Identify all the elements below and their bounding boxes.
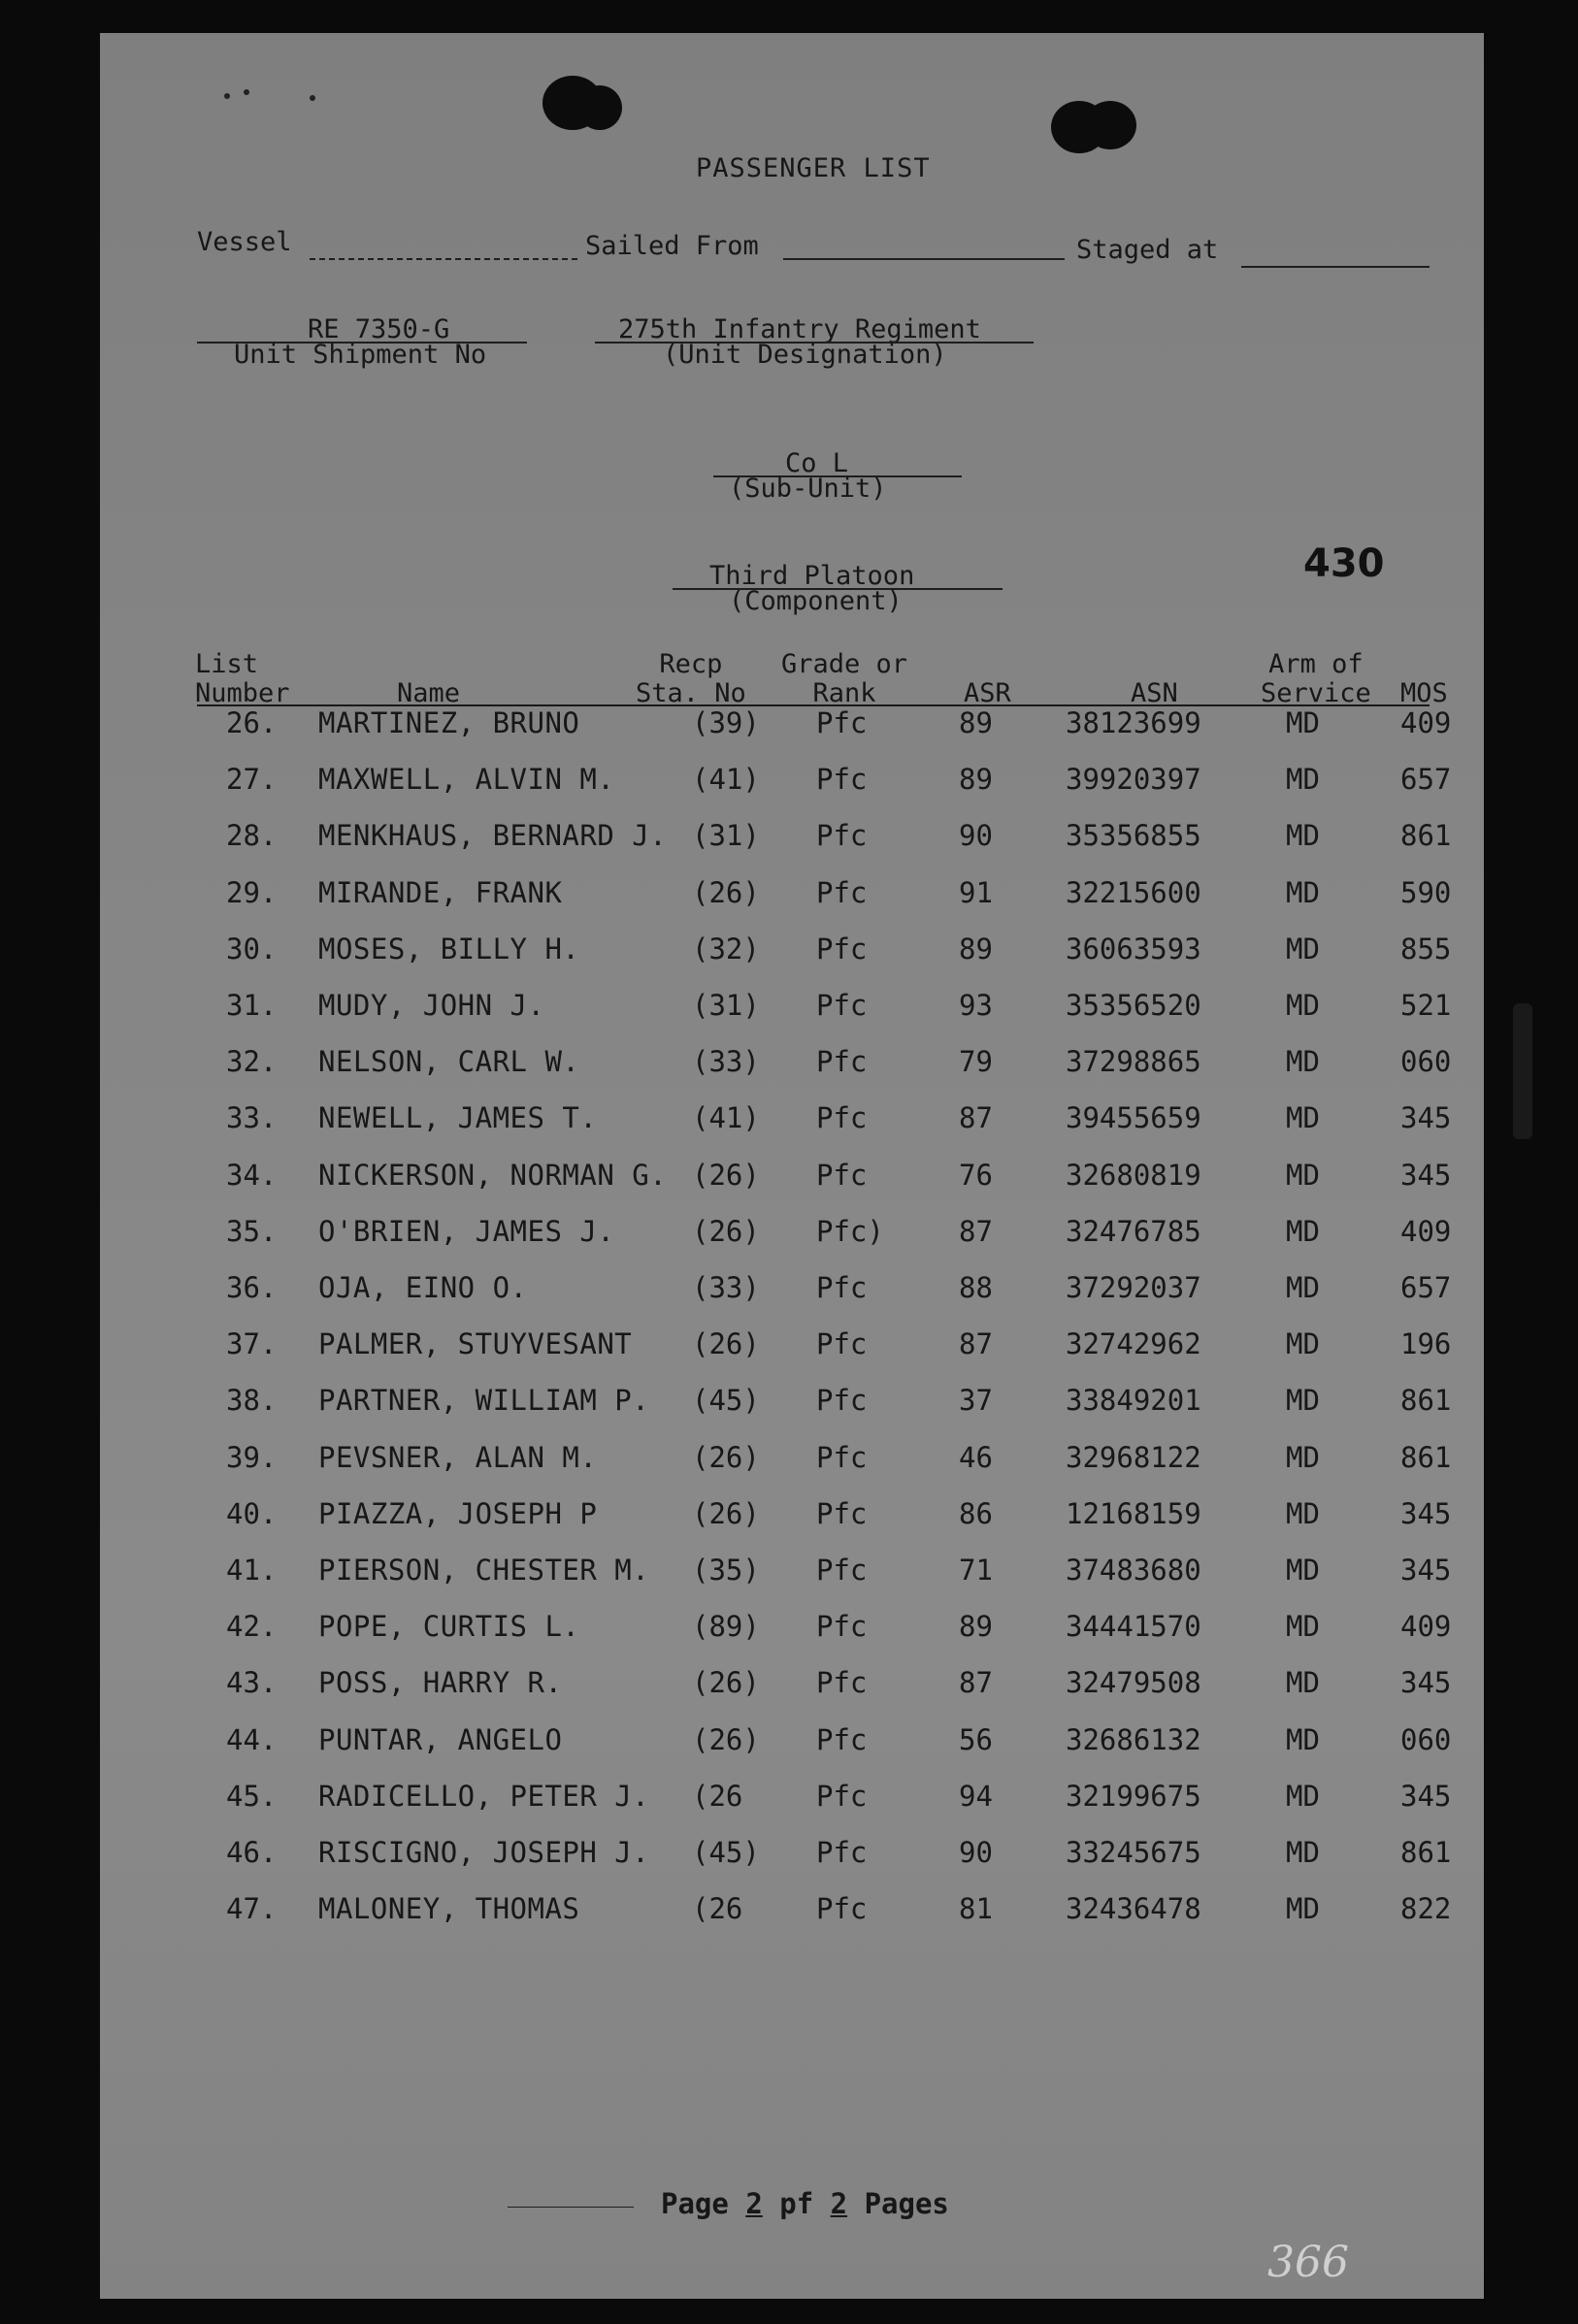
list-number-cell: 29. — [226, 875, 278, 909]
name-cell: MALONEY, THOMAS — [318, 1892, 580, 1926]
arm-cell: MD — [1286, 1496, 1320, 1530]
component-value: Third Platoon — [709, 561, 915, 591]
edge-mark — [1513, 1003, 1532, 1139]
speck — [224, 93, 230, 99]
asn-cell: 32479508 — [1066, 1666, 1201, 1700]
arm-cell: MD — [1286, 1384, 1320, 1418]
asn-cell: 38123699 — [1066, 706, 1201, 739]
col-head-name: Name — [397, 678, 461, 708]
arm-cell: MD — [1286, 1722, 1320, 1756]
grade-cell: Pfc — [816, 1554, 868, 1587]
list-number-cell: 39. — [226, 1440, 278, 1474]
name-cell: POPE, CURTIS L. — [318, 1610, 580, 1644]
arm-cell: MD — [1286, 1892, 1320, 1926]
asr-cell: 79 — [959, 1045, 993, 1079]
table-row — [100, 1780, 1484, 1818]
asr-cell: 89 — [959, 763, 993, 797]
sailed-from-blank — [783, 258, 1065, 260]
table-row — [100, 1384, 1484, 1423]
mos-cell: 521 — [1400, 989, 1452, 1022]
arm-cell: MD — [1286, 989, 1320, 1022]
col-head-list-number: List Number — [195, 649, 290, 708]
arm-cell: MD — [1286, 1101, 1320, 1135]
arm-cell: MD — [1286, 819, 1320, 853]
staged-at-label: Staged at — [1076, 235, 1219, 265]
table-row — [100, 933, 1484, 971]
sub-unit-value: Co L — [785, 448, 849, 478]
asn-cell: 37483680 — [1066, 1554, 1201, 1587]
table-row — [100, 1101, 1484, 1140]
name-cell: MARTINEZ, BRUNO — [318, 706, 580, 739]
mos-cell: 861 — [1400, 1384, 1452, 1418]
arm-cell: MD — [1286, 1666, 1320, 1700]
asr-cell: 37 — [959, 1384, 993, 1418]
recp-sta-cell: (31) — [692, 989, 760, 1022]
arm-cell: MD — [1286, 763, 1320, 797]
asn-cell: 39455659 — [1066, 1101, 1201, 1135]
arm-cell: MD — [1286, 1045, 1320, 1079]
table-row — [100, 1892, 1484, 1931]
recp-sta-cell: (33) — [692, 1271, 760, 1304]
asn-cell: 32215600 — [1066, 875, 1201, 909]
grade-cell: Pfc — [816, 1045, 868, 1079]
punch-hole — [1084, 101, 1136, 149]
asn-cell: 39920397 — [1066, 763, 1201, 797]
asn-cell: 33245675 — [1066, 1836, 1201, 1869]
list-number-cell: 38. — [226, 1384, 278, 1418]
list-number-cell: 30. — [226, 932, 278, 966]
list-number-cell: 46. — [226, 1836, 278, 1869]
grade-cell: Pfc — [816, 1610, 868, 1644]
list-number-cell: 34. — [226, 1158, 278, 1192]
mos-cell: 060 — [1400, 1722, 1452, 1756]
name-cell: PALMER, STUYVESANT — [318, 1327, 633, 1361]
grade-cell: Pfc — [816, 819, 868, 853]
name-cell: POSS, HARRY R. — [318, 1666, 563, 1700]
recp-sta-cell: (26) — [692, 1722, 760, 1756]
table-row — [100, 1723, 1484, 1762]
asr-cell: 90 — [959, 1836, 993, 1869]
arm-cell: MD — [1286, 1554, 1320, 1587]
asn-cell: 33849201 — [1066, 1384, 1201, 1418]
list-number-cell: 42. — [226, 1610, 278, 1644]
asr-cell: 89 — [959, 706, 993, 739]
recp-sta-cell: (26 — [692, 1892, 743, 1926]
punch-hole — [577, 85, 622, 130]
name-cell: RADICELLO, PETER J. — [318, 1779, 650, 1813]
recp-sta-cell: (45) — [692, 1384, 760, 1418]
grade-cell: Pfc — [816, 1101, 868, 1135]
asr-cell: 87 — [959, 1214, 993, 1248]
asr-cell: 91 — [959, 875, 993, 909]
recp-sta-cell: (45) — [692, 1836, 760, 1869]
col-head-arm: Arm of Service — [1261, 649, 1371, 708]
grade-cell: Pfc — [816, 763, 868, 797]
list-number-cell: 47. — [226, 1892, 278, 1926]
name-cell: PUNTAR, ANGELO — [318, 1722, 563, 1756]
col-head-asn: ASN — [1131, 678, 1178, 708]
asn-cell: 35356520 — [1066, 989, 1201, 1022]
table-row — [100, 1610, 1484, 1649]
table-row — [100, 1836, 1484, 1875]
grade-cell: Pfc — [816, 1440, 868, 1474]
mos-cell: 822 — [1400, 1892, 1452, 1926]
name-cell: OJA, EINO O. — [318, 1271, 528, 1304]
speck — [244, 89, 249, 95]
col-head-grade: Grade or Rank — [781, 649, 908, 708]
recp-sta-cell: (26 — [692, 1779, 743, 1813]
asn-cell: 32968122 — [1066, 1440, 1201, 1474]
grade-cell: Pfc — [816, 1496, 868, 1530]
table-row — [100, 1215, 1484, 1254]
mos-cell: 345 — [1400, 1101, 1452, 1135]
list-number-cell: 28. — [226, 819, 278, 853]
name-cell: MENKHAUS, BERNARD J. — [318, 819, 668, 853]
speck — [310, 95, 315, 101]
grade-cell: Pfc — [816, 706, 868, 739]
recp-sta-cell: (33) — [692, 1045, 760, 1079]
name-cell: O'BRIEN, JAMES J. — [318, 1214, 615, 1248]
recp-sta-cell: (26) — [692, 1158, 760, 1192]
mos-cell: 861 — [1400, 1440, 1452, 1474]
table-row — [100, 763, 1484, 802]
mos-cell: 590 — [1400, 875, 1452, 909]
arm-cell: MD — [1286, 1610, 1320, 1644]
page-number-stamp: 430 — [1303, 541, 1385, 586]
asn-cell: 37292037 — [1066, 1271, 1201, 1304]
mos-cell: 409 — [1400, 1214, 1452, 1248]
table-row — [100, 706, 1484, 745]
arm-cell: MD — [1286, 1327, 1320, 1361]
recp-sta-cell: (41) — [692, 763, 760, 797]
mos-cell: 345 — [1400, 1554, 1452, 1587]
name-cell: RISCIGNO, JOSEPH J. — [318, 1836, 650, 1869]
list-number-cell: 36. — [226, 1271, 278, 1304]
mos-cell: 409 — [1400, 706, 1452, 739]
name-cell: MOSES, BILLY H. — [318, 932, 580, 966]
list-number-cell: 32. — [226, 1045, 278, 1079]
asr-cell: 86 — [959, 1496, 993, 1530]
recp-sta-cell: (39) — [692, 706, 760, 739]
table-row — [100, 1045, 1484, 1084]
name-cell: MIRANDE, FRANK — [318, 875, 563, 909]
recp-sta-cell: (26) — [692, 875, 760, 909]
recp-sta-cell: (35) — [692, 1554, 760, 1587]
name-cell: PIAZZA, JOSEPH P — [318, 1496, 598, 1530]
vessel-label: Vessel — [197, 227, 292, 257]
table-row — [100, 1159, 1484, 1197]
mos-cell: 345 — [1400, 1666, 1452, 1700]
grade-cell: Pfc — [816, 1327, 868, 1361]
asn-cell: 12168159 — [1066, 1496, 1201, 1530]
list-number-cell: 27. — [226, 763, 278, 797]
grade-cell: Pfc — [816, 1836, 868, 1869]
mos-cell: 861 — [1400, 1836, 1452, 1869]
unit-shipment-value: RE 7350-G — [308, 314, 450, 344]
mos-cell: 855 — [1400, 932, 1452, 966]
asr-cell: 87 — [959, 1666, 993, 1700]
arm-cell: MD — [1286, 1158, 1320, 1192]
mos-cell: 196 — [1400, 1327, 1452, 1361]
mos-cell: 345 — [1400, 1158, 1452, 1192]
grade-cell: Pfc — [816, 989, 868, 1022]
table-row — [100, 1271, 1484, 1310]
grade-cell: Pfc) — [816, 1214, 884, 1248]
table-row — [100, 1441, 1484, 1480]
list-number-cell: 44. — [226, 1722, 278, 1756]
arm-cell: MD — [1286, 932, 1320, 966]
recp-sta-cell: (32) — [692, 932, 760, 966]
asr-cell: 94 — [959, 1779, 993, 1813]
arm-cell: MD — [1286, 1440, 1320, 1474]
table-row — [100, 1554, 1484, 1592]
table-row — [100, 819, 1484, 858]
asr-cell: 90 — [959, 819, 993, 853]
asr-cell: 87 — [959, 1327, 993, 1361]
name-cell: MAXWELL, ALVIN M. — [318, 763, 615, 797]
table-row — [100, 1666, 1484, 1705]
list-number-cell: 33. — [226, 1101, 278, 1135]
asn-cell: 32742962 — [1066, 1327, 1201, 1361]
col-head-recp-sta: Recp Sta. No — [636, 649, 746, 708]
asn-cell: 36063593 — [1066, 932, 1201, 966]
table-row — [100, 1497, 1484, 1536]
document-title: PASSENGER LIST — [696, 153, 931, 183]
unit-shipment-label: Unit Shipment No — [234, 340, 487, 370]
mos-cell: 657 — [1400, 763, 1452, 797]
footer-rule — [508, 2207, 634, 2208]
asn-cell: 32680819 — [1066, 1158, 1201, 1192]
recp-sta-cell: (41) — [692, 1101, 760, 1135]
mos-cell: 060 — [1400, 1045, 1452, 1079]
grade-cell: Pfc — [816, 1666, 868, 1700]
recp-sta-cell: (26) — [692, 1214, 760, 1248]
grade-cell: Pfc — [816, 875, 868, 909]
list-number-cell: 37. — [226, 1327, 278, 1361]
name-cell: NELSON, CARL W. — [318, 1045, 580, 1079]
mos-cell: 345 — [1400, 1496, 1452, 1530]
asn-cell: 32199675 — [1066, 1779, 1201, 1813]
list-number-cell: 43. — [226, 1666, 278, 1700]
recp-sta-cell: (26) — [692, 1496, 760, 1530]
recp-sta-cell: (89) — [692, 1610, 760, 1644]
vessel-blank — [310, 258, 577, 260]
arm-cell: MD — [1286, 1271, 1320, 1304]
asr-cell: 46 — [959, 1440, 993, 1474]
arm-cell: MD — [1286, 875, 1320, 909]
grade-cell: Pfc — [816, 1779, 868, 1813]
grade-cell: Pfc — [816, 1892, 868, 1926]
recp-sta-cell: (31) — [692, 819, 760, 853]
asn-cell: 32436478 — [1066, 1892, 1201, 1926]
recp-sta-cell: (26) — [692, 1440, 760, 1474]
asn-cell: 35356855 — [1066, 819, 1201, 853]
list-number-cell: 41. — [226, 1554, 278, 1587]
recp-sta-cell: (26) — [692, 1327, 760, 1361]
asr-cell: 89 — [959, 932, 993, 966]
asr-cell: 56 — [959, 1722, 993, 1756]
unit-designation-label: (Unit Designation) — [663, 340, 947, 370]
document-page — [100, 33, 1484, 2299]
asr-cell: 87 — [959, 1101, 993, 1135]
mos-cell: 345 — [1400, 1779, 1452, 1813]
name-cell: PEVSNER, ALAN M. — [318, 1440, 598, 1474]
arm-cell: MD — [1286, 706, 1320, 739]
arm-cell: MD — [1286, 1214, 1320, 1248]
asn-cell: 32476785 — [1066, 1214, 1201, 1248]
asr-cell: 81 — [959, 1892, 993, 1926]
asn-cell: 37298865 — [1066, 1045, 1201, 1079]
grade-cell: Pfc — [816, 1384, 868, 1418]
unit-designation-value: 275th Infantry Regiment — [618, 314, 981, 344]
col-head-mos: MOS — [1400, 678, 1448, 708]
asr-cell: 88 — [959, 1271, 993, 1304]
table-row — [100, 989, 1484, 1028]
grade-cell: Pfc — [816, 1722, 868, 1756]
list-number-cell: 31. — [226, 989, 278, 1022]
sailed-from-label: Sailed From — [585, 231, 759, 261]
table-row — [100, 876, 1484, 915]
list-number-cell: 40. — [226, 1496, 278, 1530]
mos-cell: 861 — [1400, 819, 1452, 853]
staged-at-blank — [1241, 266, 1430, 268]
list-number-cell: 45. — [226, 1779, 278, 1813]
name-cell: PIERSON, CHESTER M. — [318, 1554, 650, 1587]
recp-sta-cell: (26) — [692, 1666, 760, 1700]
arm-cell: MD — [1286, 1779, 1320, 1813]
sub-unit-label: (Sub-Unit) — [729, 474, 887, 504]
mos-cell: 409 — [1400, 1610, 1452, 1644]
list-number-cell: 35. — [226, 1214, 278, 1248]
list-number-cell: 26. — [226, 706, 278, 739]
page-footer: Page 2 pf 2 Pages — [661, 2187, 949, 2220]
arm-cell: MD — [1286, 1836, 1320, 1869]
asn-cell: 34441570 — [1066, 1610, 1201, 1644]
asr-cell: 76 — [959, 1158, 993, 1192]
table-row — [100, 1327, 1484, 1366]
asr-cell: 89 — [959, 1610, 993, 1644]
handwritten-number: 366 — [1267, 2238, 1349, 2287]
grade-cell: Pfc — [816, 1158, 868, 1192]
component-label: (Component) — [729, 586, 903, 616]
name-cell: PARTNER, WILLIAM P. — [318, 1384, 650, 1418]
grade-cell: Pfc — [816, 1271, 868, 1304]
grade-cell: Pfc — [816, 932, 868, 966]
mos-cell: 657 — [1400, 1271, 1452, 1304]
col-head-asr: ASR — [964, 678, 1011, 708]
name-cell: NICKERSON, NORMAN G. — [318, 1158, 668, 1192]
asr-cell: 93 — [959, 989, 993, 1022]
name-cell: NEWELL, JAMES T. — [318, 1101, 598, 1135]
asn-cell: 32686132 — [1066, 1722, 1201, 1756]
asr-cell: 71 — [959, 1554, 993, 1587]
name-cell: MUDY, JOHN J. — [318, 989, 545, 1022]
